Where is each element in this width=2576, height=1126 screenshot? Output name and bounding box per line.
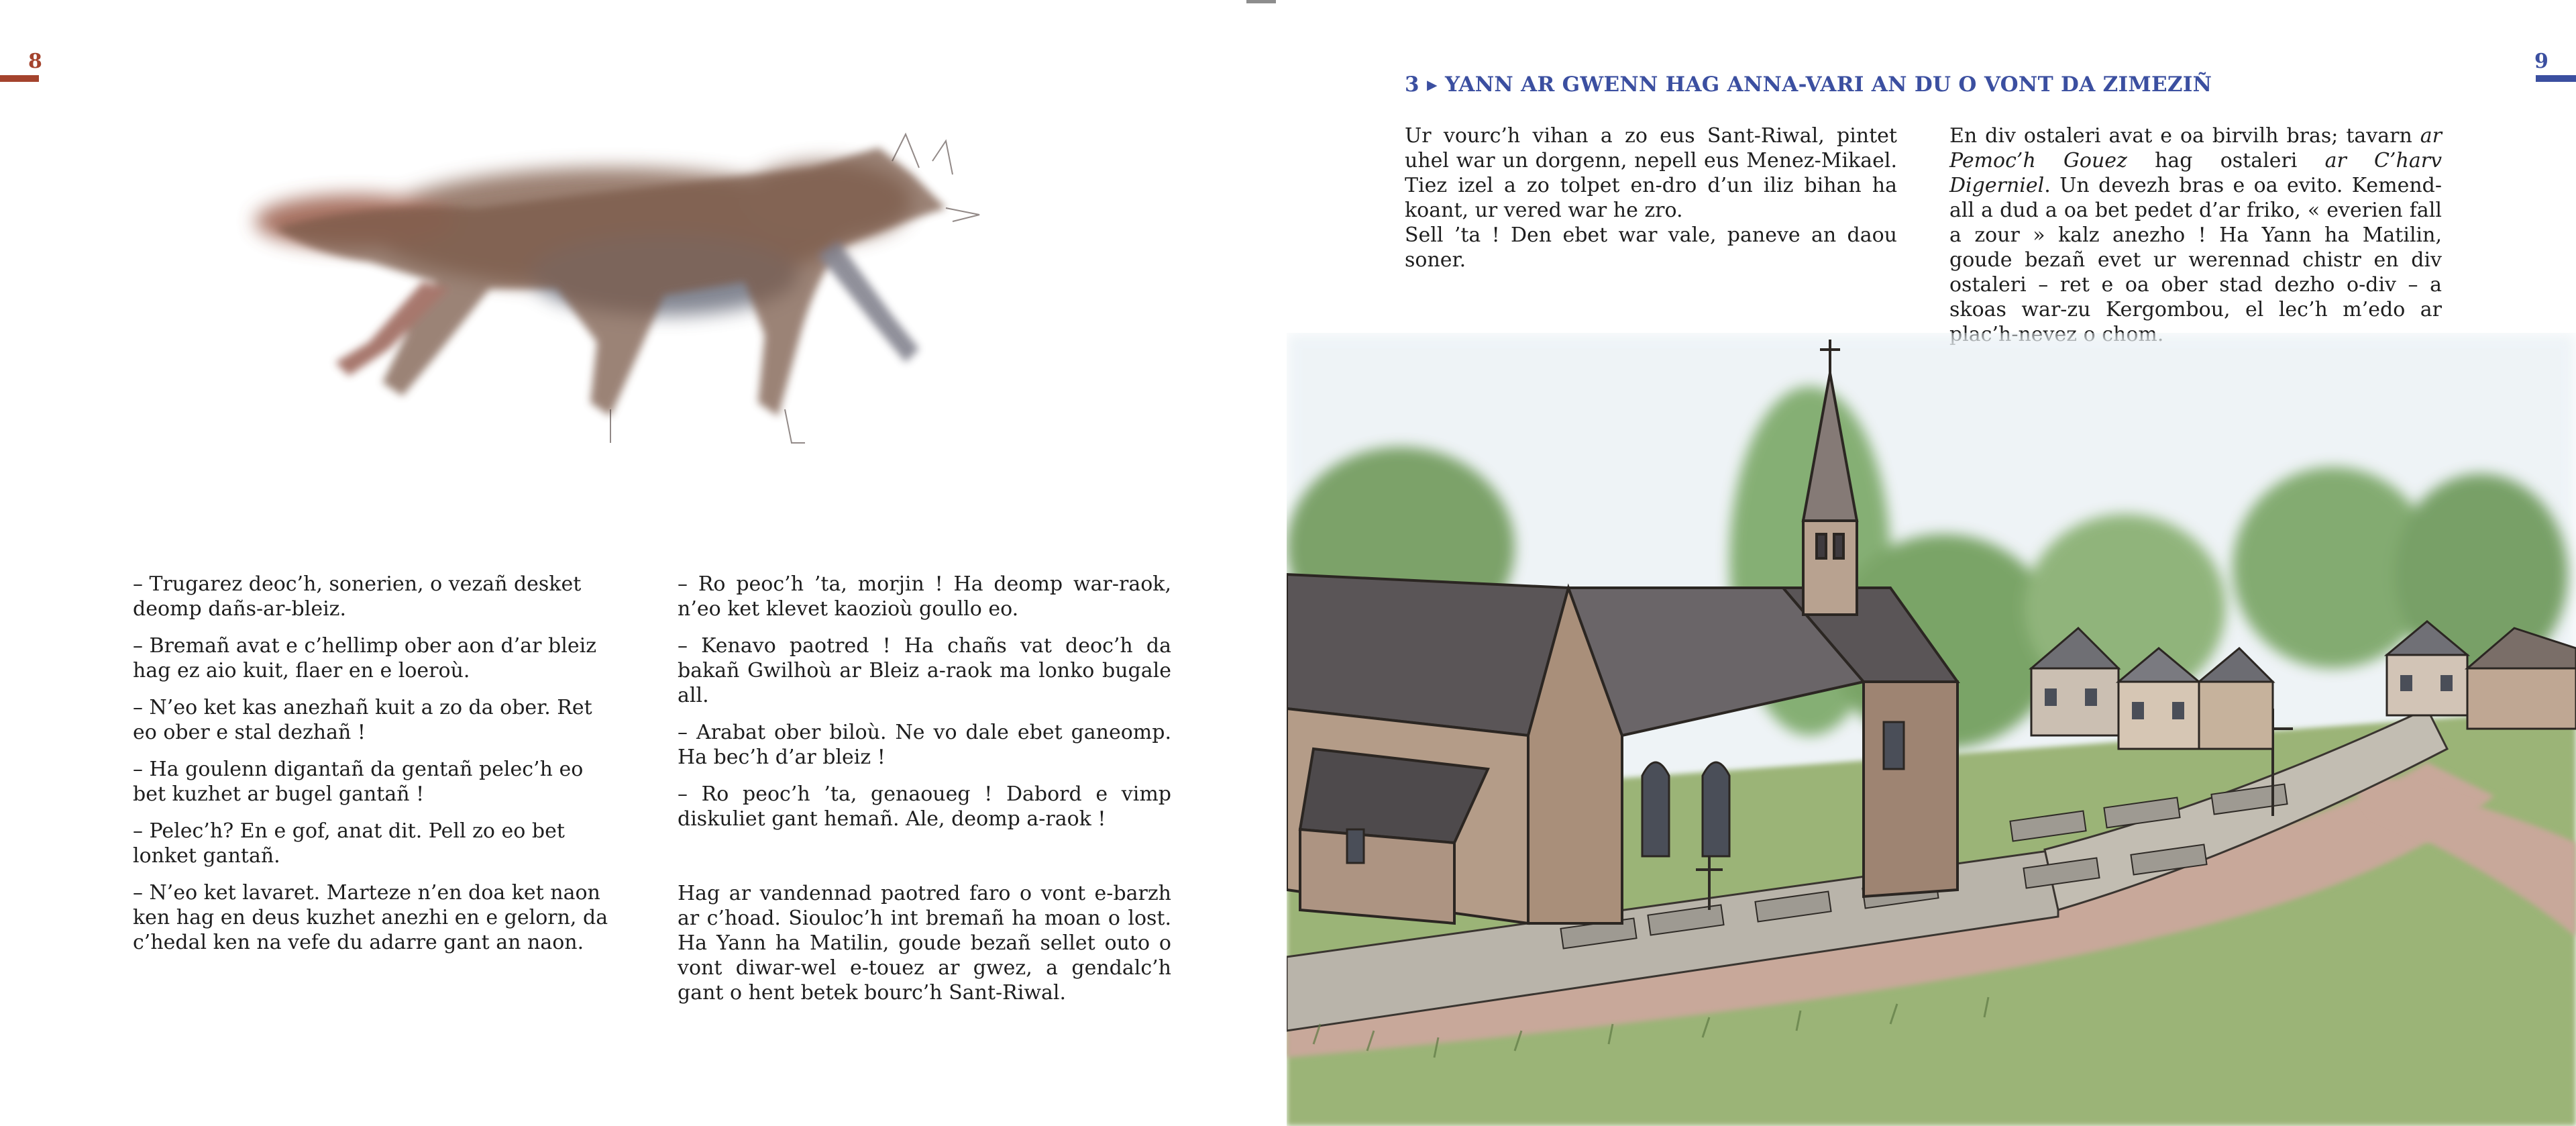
left-page	[0, 0, 1287, 1126]
narrative-paragraph: Hag ar vandennad paotred faro o vont e-barzh ar c’hoad. Siouloc’h int bremañ ha moan o lost. Ha Yann ha Matilin, goude bezañ sellet outo o vont diwar-wel e-touez ar gwez, a gendalc’h gant o hent betek bourc’h Sant-Riwal.	[678, 882, 1171, 1005]
dialogue-line: – N’eo ket kas anezhañ kuit a zo da ober. Ret eo ober e stal dezhañ !	[133, 696, 592, 744]
right-page	[1287, 0, 2576, 1126]
chapter-title: YANN AR GWENN HAG ANNA-VARI AN DU O VONT DA ZIMEZIÑ	[1444, 72, 2212, 97]
body-paragraph: Sell ’ta ! Den ebet war vale, paneve an daou soner.	[1405, 223, 1897, 272]
chapter-number: 3	[1405, 72, 1419, 97]
folio-bar-right	[2536, 75, 2576, 82]
body-paragraph: Ur vourc’h vihan a zo eus Sant-Riwal, pintet uhel war un dorgenn, nepell eus Menez-Mikael. Tiez izel a zo tolpet en-dro d’un iliz bihan ha koant, ur vered war he zro.	[1405, 124, 1897, 222]
dialogue-line: – Ro peoc’h ’ta, genaoueg ! Dabord e vimp diskuliet gant hemañ. Ale, deomp a-raok !	[678, 782, 1171, 831]
dialogue-line: – Kenavo paotred ! Ha chañs vat deoc’h da bakañ Gwilhoù ar Bleiz a-raok ma lonko bugale all.	[678, 634, 1171, 707]
dialogue-line: – Arabat ober biloù. Ne vo dale ebet ganeomp. Ha bec’h d’ar bleiz !	[678, 721, 1171, 769]
dialogue-line: – Ro peoc’h ’ta, morjin ! Ha deomp war-raok, n’eo ket klevet kaozioù goullo eo.	[678, 572, 1171, 621]
right-column-1	[1405, 123, 1897, 285]
village-church-illustration	[1287, 333, 2576, 1126]
chapter-arrow-icon: ▸	[1426, 72, 1438, 97]
body-paragraph: En div ostaleri avat e oa birvilh bras; tavarn ar Pemoc’h Gouez hag ostaleri ar C’harv Digerniel. Un devezh bras e oa evito. Kemend-all a dud a oa bet pedet d’ar friko, « everien fall a zour » kalz anezho ! Ha Yann ha Matilin, goude bezañ evet ur werennad chistr en div ostaleri – ret e oa ober stad dezho o-div – a skoas war-zu Kergombou, el lec’h m’edo ar	[1949, 124, 2443, 321]
inn-name: ar C’harv Digerniel	[1949, 149, 2443, 197]
page-number-right: 9	[2534, 50, 2548, 73]
dialogue-line: – N’eo ket lavaret. Marteze n’en doa ket naon ken hag en deus kuzhet anezhi en e gelorn, da c’hedal ken na vefe du adarre gant an naon.	[133, 881, 608, 954]
chapter-heading	[1405, 72, 2212, 97]
left-column-2	[678, 572, 1171, 1017]
dialogue-line: – Pelec’h? En e gof, anat dit. Pell zo eo bet lonket gantañ.	[133, 819, 565, 868]
folio-bar-left	[0, 75, 39, 82]
left-column-1	[133, 572, 616, 967]
dialogue-line: – Ha goulenn digantañ da gentañ pelec’h eo bet kuzhet ar bugel gantañ !	[133, 758, 584, 806]
tavern-name: ar Pemoc’h Gouez	[1949, 124, 2442, 172]
right-column-2	[1949, 123, 2442, 359]
dialogue-line: – Bremañ avat e c’hellimp ober aon d’ar bleiz hag ez aio kuit, flaer en e loeroù.	[133, 634, 597, 682]
dialogue-line: – Trugarez deoc’h, sonerien, o vezañ desket deomp dañs-ar-bleiz.	[133, 572, 582, 621]
page-number-left: 8	[28, 50, 42, 73]
wolf-illustration	[235, 121, 1026, 483]
